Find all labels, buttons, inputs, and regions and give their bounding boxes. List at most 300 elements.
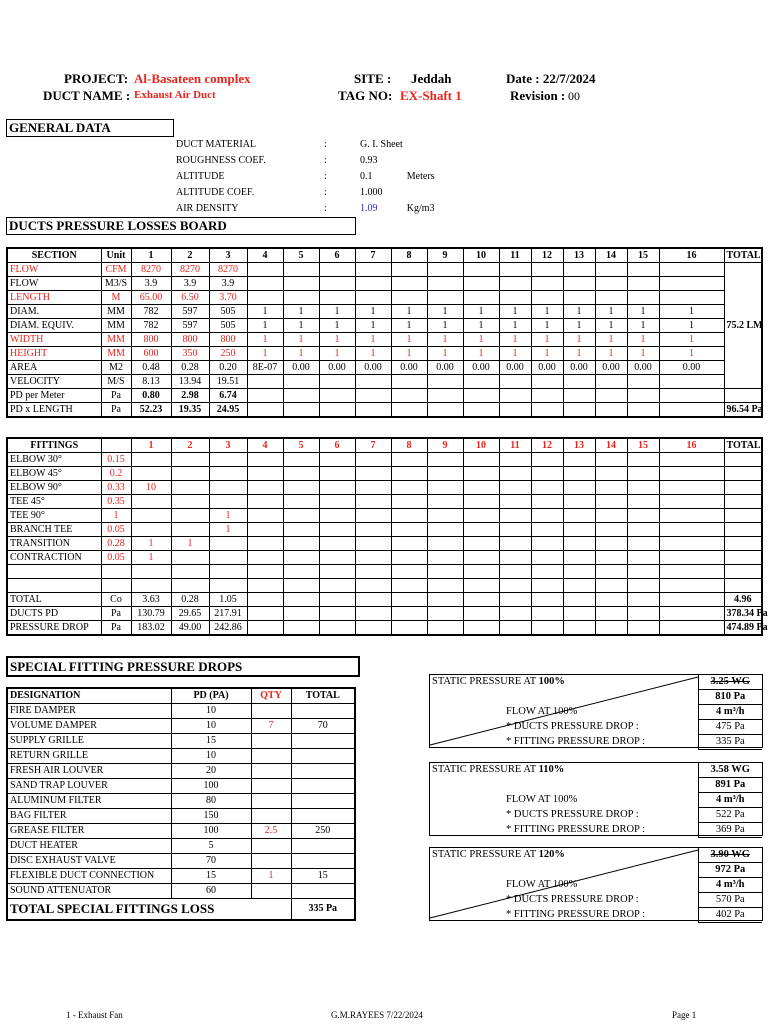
fitting-cell [595, 523, 627, 537]
fitting-name: CONTRACTION [7, 551, 101, 565]
section-row-unit: MM [101, 305, 131, 319]
fitting-cell [283, 481, 319, 495]
static-row-label: * FITTING PRESSURE DROP : [506, 824, 646, 835]
fitting-coef: 0.05 [101, 551, 131, 565]
fitting-cell [627, 481, 659, 495]
section-cell: 1 [531, 347, 563, 361]
summary-cell [563, 607, 595, 621]
section-cell [595, 375, 627, 389]
section-cell [427, 375, 463, 389]
fitting-total [724, 523, 762, 537]
strike-line [430, 675, 762, 747]
section-cell [627, 375, 659, 389]
sections-header-cell: 12 [531, 248, 563, 263]
sections-header-cell: 13 [563, 248, 595, 263]
special-pd: 10 [171, 704, 251, 719]
section-cell: 1 [427, 305, 463, 319]
section-cell: 1 [463, 305, 499, 319]
section-row-label: DIAM. EQUIV. [7, 319, 101, 333]
section-row-unit: MM [101, 319, 131, 333]
section-cell: 0.80 [131, 389, 171, 403]
fitting-cell [595, 537, 627, 551]
fitting-coef: 0.15 [101, 453, 131, 467]
section-cell [355, 263, 391, 277]
fitting-cell [627, 467, 659, 481]
fitting-cell [319, 565, 355, 579]
summary-cell [391, 593, 427, 607]
sections-header-cell: 3 [209, 248, 247, 263]
section-cell [391, 277, 427, 291]
fitting-cell [563, 481, 595, 495]
fitting-cell [427, 565, 463, 579]
section-cell [627, 277, 659, 291]
section-cell: 1 [499, 347, 531, 361]
special-total-value: 335 Pa [291, 899, 355, 921]
fittings-header-cell: 14 [595, 438, 627, 453]
fitting-cell [659, 467, 724, 481]
section-cell: 800 [131, 333, 171, 347]
section-cell: 8270 [171, 263, 209, 277]
fittings-header-cell: 8 [391, 438, 427, 453]
fitting-cell [283, 565, 319, 579]
special-fittings-title: SPECIAL FITTING PRESSURE DROPS [6, 656, 360, 677]
section-cell [283, 263, 319, 277]
section-cell: 1 [391, 305, 427, 319]
section-cell: 0.00 [627, 361, 659, 375]
special-total [291, 779, 355, 794]
fitting-cell [283, 453, 319, 467]
fitting-cell [595, 565, 627, 579]
section-cell: 1 [563, 347, 595, 361]
fitting-cell [531, 551, 563, 565]
section-cell [319, 375, 355, 389]
section-cell [247, 389, 283, 403]
fitting-cell [499, 551, 531, 565]
static-pressure-box [429, 674, 763, 748]
section-row-unit: Pa [101, 389, 131, 403]
fitting-cell [659, 551, 724, 565]
fitting-cell [563, 537, 595, 551]
special-qty: 7 [251, 719, 291, 734]
static-label-prefix: STATIC PRESSURE AT [432, 849, 539, 861]
section-cell: 1 [563, 305, 595, 319]
special-row [7, 839, 355, 854]
section-cell: 1 [427, 347, 463, 361]
special-row [7, 734, 355, 749]
special-qty [251, 884, 291, 899]
fitting-row [7, 565, 762, 579]
general-data-unit [405, 184, 485, 200]
fittings-header-cell: 16 [659, 438, 724, 453]
fitting-cell [391, 537, 427, 551]
section-cell [391, 291, 427, 305]
summary-cell: 183.02 [131, 621, 171, 636]
section-cell [659, 263, 724, 277]
sections-header-cell: 9 [427, 248, 463, 263]
sections-header-cell: 2 [171, 248, 209, 263]
summary-cell [247, 621, 283, 636]
fitting-cell: 10 [131, 481, 171, 495]
special-designation: RETURN GRILLE [7, 749, 171, 764]
section-cell [595, 277, 627, 291]
section-cell: 800 [209, 333, 247, 347]
section-cell [563, 403, 595, 418]
summary-cell [319, 621, 355, 636]
fittings-header-cell: 9 [427, 438, 463, 453]
fitting-cell [463, 467, 499, 481]
section-cell [355, 403, 391, 418]
static-row-label: FLOW AT 100% [506, 794, 578, 805]
fitting-cell [283, 509, 319, 523]
project-label: PROJECT: [64, 71, 129, 86]
summary-total: 4.96 [724, 593, 762, 607]
summary-cell [595, 593, 627, 607]
fitting-cell [659, 453, 724, 467]
fitting-cell [499, 565, 531, 579]
fitting-cell [355, 453, 391, 467]
special-qty [251, 779, 291, 794]
fitting-cell [209, 551, 247, 565]
section-cell: 6.50 [171, 291, 209, 305]
fittings-header-cell: 6 [319, 438, 355, 453]
sections-header-cell: 16 [659, 248, 724, 263]
section-cell [627, 389, 659, 403]
general-data-row [174, 184, 485, 200]
fitting-cell [563, 453, 595, 467]
fittings-header-cell: 4 [247, 438, 283, 453]
static-row-value: 972 Pa [698, 863, 762, 878]
sections-header-row [7, 248, 762, 263]
sections-header-cell: SECTION [7, 248, 101, 263]
section-row [7, 277, 762, 291]
section-cell [531, 291, 563, 305]
section-cell: 1 [659, 305, 724, 319]
general-data-row [174, 200, 485, 216]
section-cell: 19.51 [209, 375, 247, 389]
general-data-value: 0.93 [360, 154, 378, 166]
fitting-cell [319, 481, 355, 495]
date: Date : 22/7/2024 [506, 71, 596, 86]
section-cell [283, 277, 319, 291]
fitting-cell [563, 495, 595, 509]
summary-cell: 1.05 [209, 593, 247, 607]
strike-line [430, 848, 762, 920]
section-cell: 1 [463, 319, 499, 333]
section-cell [463, 263, 499, 277]
fitting-cell [131, 453, 171, 467]
section-cell: 597 [171, 319, 209, 333]
fitting-cell [247, 579, 283, 593]
fitting-total [724, 453, 762, 467]
section-cell: 3.9 [171, 277, 209, 291]
static-row-value: 891 Pa [698, 778, 762, 793]
special-pd: 70 [171, 854, 251, 869]
fittings-header-cell: 12 [531, 438, 563, 453]
special-designation: SOUND ATTENUATOR [7, 884, 171, 899]
general-data-value: 1.09 [360, 202, 378, 214]
section-cell: 1 [391, 319, 427, 333]
fitting-row [7, 523, 762, 537]
section-cell [391, 263, 427, 277]
fitting-cell [171, 565, 209, 579]
section-cell: 1 [595, 319, 627, 333]
special-qty [251, 734, 291, 749]
fitting-cell [247, 523, 283, 537]
summary-cell [659, 607, 724, 621]
section-cell [355, 389, 391, 403]
section-cell [319, 291, 355, 305]
special-header-cell: TOTAL [291, 688, 355, 704]
section-row [7, 361, 762, 375]
fitting-cell [355, 495, 391, 509]
summary-cell: 49.00 [171, 621, 209, 636]
section-row [7, 403, 762, 418]
fitting-name: ELBOW 30° [7, 453, 101, 467]
fitting-cell [659, 579, 724, 593]
section-cell: 24.95 [209, 403, 247, 418]
section-cell: 1 [659, 319, 724, 333]
tag-label: TAG NO: [338, 88, 393, 103]
summary-cell [463, 621, 499, 636]
fitting-name: TEE 90° [7, 509, 101, 523]
section-cell: 1 [427, 319, 463, 333]
special-fittings-table [6, 687, 356, 921]
fitting-cell [659, 481, 724, 495]
static-pct: 100% [538, 676, 565, 688]
fitting-cell [319, 453, 355, 467]
section-cell: 1 [627, 305, 659, 319]
fittings-header-cell [101, 438, 131, 453]
section-row-unit: MM [101, 347, 131, 361]
section-cell [427, 389, 463, 403]
fitting-cell [131, 467, 171, 481]
general-data-value: 0.1 [360, 170, 373, 182]
fitting-cell [659, 509, 724, 523]
special-pd: 20 [171, 764, 251, 779]
summary-unit: Pa [101, 621, 131, 636]
special-pd: 5 [171, 839, 251, 854]
fittings-table [6, 437, 768, 636]
special-designation: SUPPLY GRILLE [7, 734, 171, 749]
fitting-row [7, 467, 762, 481]
fitting-cell [131, 495, 171, 509]
fittings-header-cell: 10 [463, 438, 499, 453]
fitting-cell [659, 495, 724, 509]
fitting-total [724, 579, 762, 593]
fitting-cell [209, 453, 247, 467]
fitting-cell [209, 495, 247, 509]
section-cell: 0.00 [499, 361, 531, 375]
special-designation: FLEXIBLE DUCT CONNECTION [7, 869, 171, 884]
special-header-cell: DESIGNATION [7, 688, 171, 704]
section-cell: 65.00 [131, 291, 171, 305]
fittings-header-cell: 1 [131, 438, 171, 453]
section-cell [627, 263, 659, 277]
special-pd: 15 [171, 734, 251, 749]
section-cell: 19.35 [171, 403, 209, 418]
section-cell [355, 291, 391, 305]
section-row-label: VELOCITY [7, 375, 101, 389]
section-cell: 0.00 [319, 361, 355, 375]
fitting-cell [355, 537, 391, 551]
section-cell [659, 375, 724, 389]
fitting-name: ELBOW 45° [7, 467, 101, 481]
fitting-cell: 1 [131, 537, 171, 551]
summary-total: 474.89 Pa [724, 621, 762, 636]
duct-name-label: DUCT NAME : [43, 88, 131, 103]
general-data-key: DUCT MATERIAL [176, 138, 257, 150]
fitting-coef: 0.05 [101, 523, 131, 537]
fitting-cell [595, 551, 627, 565]
fitting-cell [531, 509, 563, 523]
summary-cell: 242.86 [209, 621, 247, 636]
section-cell [499, 291, 531, 305]
fitting-cell [355, 551, 391, 565]
total-empty [724, 389, 762, 403]
static-row-value: 4 m³/h [698, 878, 762, 893]
sections-header-cell: 11 [499, 248, 531, 263]
fitting-cell [627, 579, 659, 593]
section-cell [319, 403, 355, 418]
sections-header-cell: 6 [319, 248, 355, 263]
section-cell: 1 [355, 305, 391, 319]
fitting-cell [531, 453, 563, 467]
summary-cell [499, 593, 531, 607]
static-row-label: * FITTING PRESSURE DROP : [506, 909, 646, 920]
general-data-key: ROUGHNESS COEF. [176, 154, 266, 166]
section-cell: 0.00 [355, 361, 391, 375]
special-total [291, 794, 355, 809]
summary-cell [531, 593, 563, 607]
section-cell: 3.70 [209, 291, 247, 305]
sections-header-cell: 5 [283, 248, 319, 263]
special-header-row [7, 688, 355, 704]
section-cell [319, 389, 355, 403]
fitting-cell [247, 565, 283, 579]
special-designation: DISC EXHAUST VALVE [7, 854, 171, 869]
summary-cell [283, 621, 319, 636]
section-cell: 1 [355, 319, 391, 333]
section-cell: 0.00 [283, 361, 319, 375]
section-cell [391, 403, 427, 418]
section-row-label: DIAM. [7, 305, 101, 319]
special-qty [251, 749, 291, 764]
special-row [7, 764, 355, 779]
fitting-cell [171, 579, 209, 593]
fitting-coef: 0.35 [101, 495, 131, 509]
special-row [7, 854, 355, 869]
fitting-cell [463, 453, 499, 467]
section-cell: 800 [171, 333, 209, 347]
special-qty [251, 854, 291, 869]
special-qty [251, 704, 291, 719]
summary-cell [319, 593, 355, 607]
fitting-cell [391, 495, 427, 509]
section-cell: 1 [463, 333, 499, 347]
section-cell [595, 403, 627, 418]
summary-cell [427, 593, 463, 607]
fitting-cell [427, 509, 463, 523]
special-row [7, 794, 355, 809]
static-pressure-box [429, 847, 763, 921]
section-cell [595, 389, 627, 403]
fitting-cell [531, 565, 563, 579]
section-cell: 1 [319, 333, 355, 347]
fitting-cell [355, 523, 391, 537]
fitting-coef: 0.33 [101, 481, 131, 495]
fitting-cell [209, 537, 247, 551]
section-cell: 782 [131, 305, 171, 319]
section-cell: 1 [659, 347, 724, 361]
fitting-cell [355, 467, 391, 481]
section-cell [247, 375, 283, 389]
special-qty: 1 [251, 869, 291, 884]
section-cell [531, 277, 563, 291]
fitting-cell [531, 481, 563, 495]
fitting-cell [627, 523, 659, 537]
general-data-unit: Kg/m3 [406, 202, 435, 214]
static-row-label [430, 778, 698, 793]
summary-cell [531, 607, 563, 621]
sections-header-cell: 7 [355, 248, 391, 263]
special-row [7, 869, 355, 884]
fitting-total [724, 481, 762, 495]
fitting-cell [355, 565, 391, 579]
general-data-value: 1.000 [360, 186, 383, 198]
section-cell [531, 389, 563, 403]
section-cell [499, 263, 531, 277]
general-data-title: GENERAL DATA [6, 119, 174, 137]
section-cell: 600 [131, 347, 171, 361]
section-cell [247, 291, 283, 305]
fitting-coef: 1 [101, 509, 131, 523]
fitting-cell [563, 509, 595, 523]
static-row-value: 369 Pa [698, 823, 762, 838]
fitting-cell [131, 565, 171, 579]
section-cell [499, 389, 531, 403]
summary-unit: Pa [101, 607, 131, 621]
section-row-label: PD x LENGTH [7, 403, 101, 418]
fitting-cell [659, 565, 724, 579]
summary-cell [627, 621, 659, 636]
summary-cell [563, 593, 595, 607]
fitting-cell [131, 509, 171, 523]
general-data-table [174, 136, 485, 216]
section-cell [531, 403, 563, 418]
special-designation: ALUMINUM FILTER [7, 794, 171, 809]
section-row [7, 333, 762, 347]
summary-total: 378.34 Pa [724, 607, 762, 621]
section-cell [563, 291, 595, 305]
section-cell: 1 [627, 333, 659, 347]
special-total [291, 809, 355, 824]
fitting-cell [247, 551, 283, 565]
special-designation: DUCT HEATER [7, 839, 171, 854]
fittings-header-cell: 5 [283, 438, 319, 453]
revision-value: 00 [568, 89, 580, 103]
fitting-cell [319, 523, 355, 537]
section-cell [595, 263, 627, 277]
special-pd: 100 [171, 824, 251, 839]
section-cell: 1 [499, 319, 531, 333]
summary-cell [391, 621, 427, 636]
summary-cell [531, 621, 563, 636]
summary-cell [499, 621, 531, 636]
section-cell: 505 [209, 319, 247, 333]
static-row-value: 335 Pa [698, 735, 762, 750]
general-data-unit [405, 136, 485, 152]
fitting-cell [171, 551, 209, 565]
